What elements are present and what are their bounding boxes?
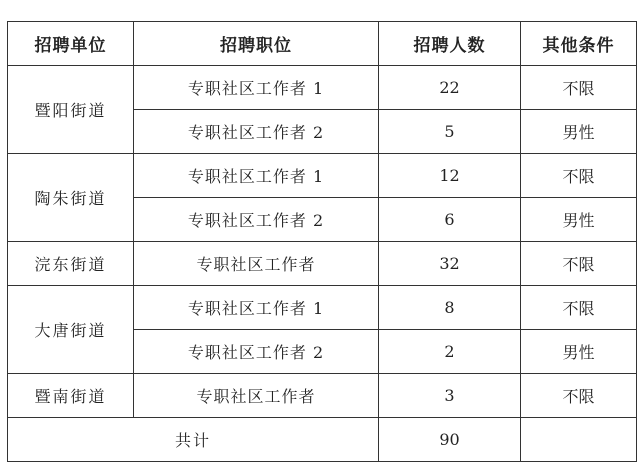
count-cell: 22 xyxy=(379,66,521,110)
count-cell: 8 xyxy=(379,286,521,330)
condition-cell: 不限 xyxy=(521,154,637,198)
count-cell: 6 xyxy=(379,198,521,242)
condition-cell: 不限 xyxy=(521,286,637,330)
header-conditions: 其他条件 xyxy=(521,22,637,66)
unit-cell: 陶朱街道 xyxy=(8,154,134,242)
condition-cell: 男性 xyxy=(521,330,637,374)
condition-cell: 不限 xyxy=(521,242,637,286)
count-cell: 2 xyxy=(379,330,521,374)
total-count: 90 xyxy=(379,418,521,462)
unit-cell: 大唐街道 xyxy=(8,286,134,374)
unit-cell: 浣东街道 xyxy=(8,242,134,286)
total-label: 共计 xyxy=(8,418,379,462)
header-unit: 招聘单位 xyxy=(8,22,134,66)
count-cell: 32 xyxy=(379,242,521,286)
header-count: 招聘人数 xyxy=(379,22,521,66)
unit-cell: 暨南街道 xyxy=(8,374,134,418)
header-position: 招聘职位 xyxy=(134,22,379,66)
condition-cell: 不限 xyxy=(521,66,637,110)
position-cell: 专职社区工作者 xyxy=(134,242,379,286)
position-cell: 专职社区工作者 1 xyxy=(134,154,379,198)
table-row xyxy=(8,242,637,286)
table-row xyxy=(8,66,637,110)
position-cell: 专职社区工作者 2 xyxy=(134,110,379,154)
condition-cell: 男性 xyxy=(521,110,637,154)
total-condition xyxy=(521,418,637,462)
condition-cell: 不限 xyxy=(521,374,637,418)
count-cell: 12 xyxy=(379,154,521,198)
position-cell: 专职社区工作者 xyxy=(134,374,379,418)
count-cell: 3 xyxy=(379,374,521,418)
total-row xyxy=(8,418,637,462)
table-row xyxy=(8,374,637,418)
condition-cell: 男性 xyxy=(521,198,637,242)
table-header-row xyxy=(8,22,637,66)
unit-cell: 暨阳街道 xyxy=(8,66,134,154)
recruitment-table xyxy=(7,21,637,462)
position-cell: 专职社区工作者 1 xyxy=(134,66,379,110)
position-cell: 专职社区工作者 2 xyxy=(134,198,379,242)
count-cell: 5 xyxy=(379,110,521,154)
table-row xyxy=(8,286,637,330)
table-row xyxy=(8,154,637,198)
position-cell: 专职社区工作者 2 xyxy=(134,330,379,374)
position-cell: 专职社区工作者 1 xyxy=(134,286,379,330)
